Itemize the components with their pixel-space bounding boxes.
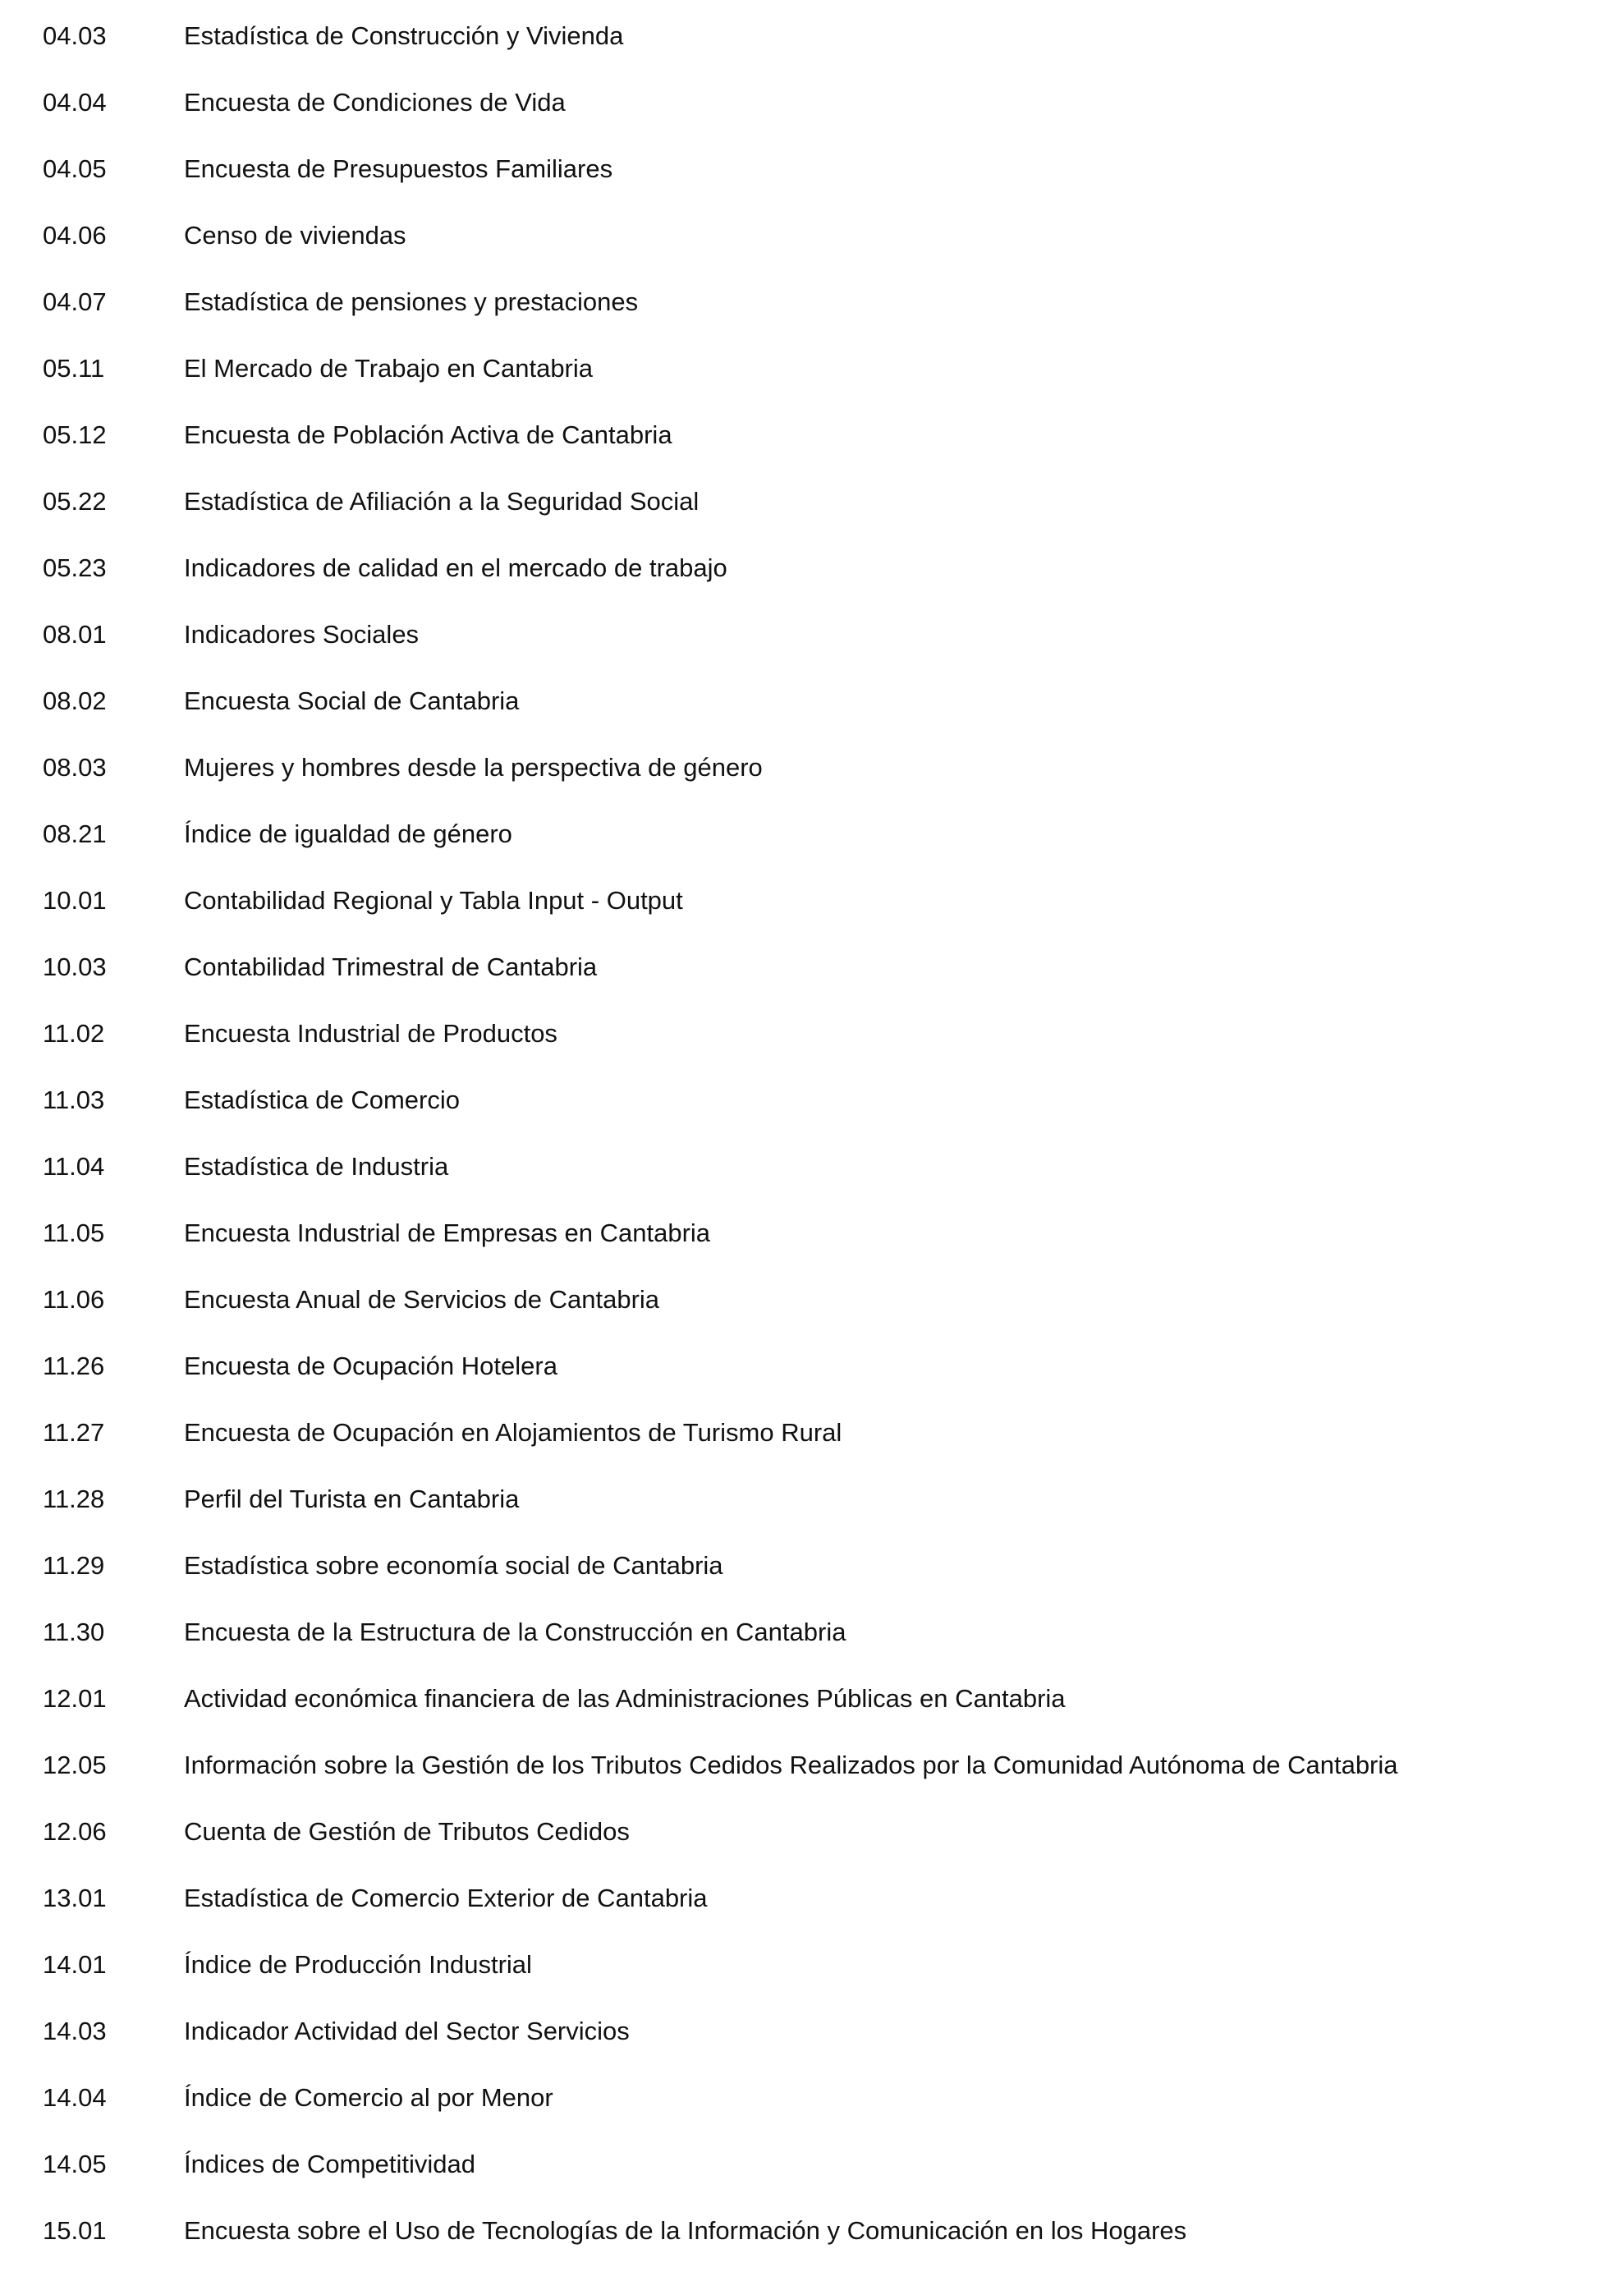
operation-title: Encuesta Anual de Servicios de Cantabria: [184, 1285, 660, 1314]
operation-title: Encuesta de Condiciones de Vida: [184, 88, 566, 117]
operation-title: Actividad económica financiera de las Administraciones Públicas en Cantabria: [184, 1684, 1066, 1713]
operation-title: Índice de Producción Industrial: [184, 1950, 532, 1979]
list-item: [0, 2015, 1624, 2081]
operation-code: 10.03: [43, 952, 107, 981]
list-item: [0, 2148, 1624, 2214]
operation-title: Indicadores Sociales: [184, 620, 420, 649]
operation-title: Indicador Actividad del Sector Servicios: [184, 2017, 630, 2045]
list-item: [0, 20, 1624, 86]
list-item: [0, 419, 1624, 485]
operation-code: 11.05: [43, 1219, 105, 1247]
operation-title: Estadística de Industria: [184, 1152, 449, 1181]
operation-code: 05.22: [43, 487, 107, 516]
operation-code: 08.02: [43, 686, 107, 715]
operation-code: 08.01: [43, 620, 107, 649]
operation-title: Censo de viviendas: [184, 221, 406, 250]
list-item: [0, 884, 1624, 951]
list-item: [0, 2081, 1624, 2148]
operation-code: 11.27: [43, 1418, 105, 1447]
operation-code: 11.04: [43, 1152, 105, 1181]
list-item: [0, 485, 1624, 552]
operation-title: Índice de igualdad de género: [184, 819, 512, 848]
operation-code: 11.29: [43, 1551, 105, 1580]
operation-code: 14.05: [43, 2150, 107, 2178]
operation-code: 05.11: [43, 354, 105, 383]
list-item: [0, 286, 1624, 352]
list-item: [0, 552, 1624, 618]
list-item: [0, 1682, 1624, 1749]
operation-code: 14.04: [43, 2083, 107, 2112]
operation-code: 04.04: [43, 88, 107, 117]
operation-title: Estadística de Comercio: [184, 1085, 460, 1114]
operation-title: Contabilidad Regional y Tabla Input - Output: [184, 886, 683, 915]
operation-code: 04.06: [43, 221, 107, 250]
operation-title: Estadística de Comercio Exterior de Cantabria: [184, 1884, 708, 1912]
list-item: [0, 951, 1624, 1017]
list-item: [0, 1283, 1624, 1350]
list-item: [0, 1815, 1624, 1882]
list-item: [0, 1616, 1624, 1682]
list-item: [0, 685, 1624, 751]
operation-title: Encuesta Industrial de Productos: [184, 1019, 557, 1048]
list-item: [0, 1749, 1624, 1815]
operation-code: 11.26: [43, 1352, 105, 1380]
operation-title: Índices de Competitividad: [184, 2150, 475, 2178]
list-item: [0, 1017, 1624, 1084]
list-item: [0, 1483, 1624, 1549]
operation-code: 14.01: [43, 1950, 107, 1979]
operation-title: Estadística de Afiliación a la Seguridad Social: [184, 487, 700, 516]
operation-title: Estadística sobre economía social de Cantabria: [184, 1551, 723, 1580]
operation-code: 12.06: [43, 1817, 107, 1846]
operation-title: Contabilidad Trimestral de Cantabria: [184, 952, 598, 981]
operation-code: 04.07: [43, 287, 107, 316]
operation-title: Encuesta de Población Activa de Cantabria: [184, 420, 672, 449]
operation-code: 11.28: [43, 1485, 105, 1513]
operation-code: 05.12: [43, 420, 107, 449]
operation-title: El Mercado de Trabajo en Cantabria: [184, 354, 594, 383]
operation-code: 15.01: [43, 2216, 107, 2245]
list-item: [0, 1084, 1624, 1150]
operation-code: 13.01: [43, 1884, 107, 1912]
operation-code: 11.02: [43, 1019, 105, 1048]
list-item: [0, 1416, 1624, 1483]
operation-title: Encuesta de Presupuestos Familiares: [184, 154, 613, 183]
operation-code: 10.01: [43, 886, 107, 915]
operation-code: 08.03: [43, 753, 107, 782]
list-item: [0, 1948, 1624, 2015]
operation-title: Encuesta Social de Cantabria: [184, 686, 520, 715]
operation-title: Indicadores de calidad en el mercado de trabajo: [184, 553, 727, 582]
list-item: [0, 1549, 1624, 1616]
operation-title: Estadística de pensiones y prestaciones: [184, 287, 639, 316]
operation-code: 04.05: [43, 154, 107, 183]
operation-code: 05.23: [43, 553, 107, 582]
list-item: [0, 618, 1624, 685]
list-item: [0, 2214, 1624, 2281]
operation-title: Perfil del Turista en Cantabria: [184, 1485, 520, 1513]
operation-title: Encuesta de Ocupación Hotelera: [184, 1352, 557, 1380]
operation-title: Estadística de Construcción y Vivienda: [184, 21, 624, 50]
list-item: [0, 1150, 1624, 1217]
list-item: [0, 153, 1624, 219]
list-item: [0, 219, 1624, 286]
operation-code: 11.06: [43, 1285, 105, 1314]
operation-code: 08.21: [43, 819, 107, 848]
operation-title: Cuenta de Gestión de Tributos Cedidos: [184, 1817, 630, 1846]
operation-title: Mujeres y hombres desde la perspectiva de género: [184, 753, 763, 782]
operation-code: 11.30: [43, 1618, 105, 1646]
operation-code: 11.03: [43, 1085, 105, 1114]
list-item: [0, 818, 1624, 884]
operation-code: 12.05: [43, 1751, 107, 1779]
list-item: [0, 352, 1624, 419]
operation-title: Encuesta de la Estructura de la Construcción en Cantabria: [184, 1618, 846, 1646]
operation-title: Información sobre la Gestión de los Tributos Cedidos Realizados por la Comunidad Autónoma de Cantabria: [184, 1751, 1398, 1779]
operation-title: Índice de Comercio al por Menor: [184, 2083, 553, 2112]
operation-code: 12.01: [43, 1684, 107, 1713]
list-item: [0, 1882, 1624, 1948]
list-item: [0, 86, 1624, 153]
list-item: [0, 1350, 1624, 1416]
operation-code: 04.03: [43, 21, 107, 50]
list-item: [0, 1217, 1624, 1283]
operation-code: 14.03: [43, 2017, 107, 2045]
operation-title: Encuesta Industrial de Empresas en Cantabria: [184, 1219, 711, 1247]
list-item: [0, 751, 1624, 818]
operation-title: Encuesta de Ocupación en Alojamientos de Turismo Rural: [184, 1418, 842, 1447]
operation-title: Encuesta sobre el Uso de Tecnologías de la Información y Comunicación en los Hogares: [184, 2216, 1187, 2245]
